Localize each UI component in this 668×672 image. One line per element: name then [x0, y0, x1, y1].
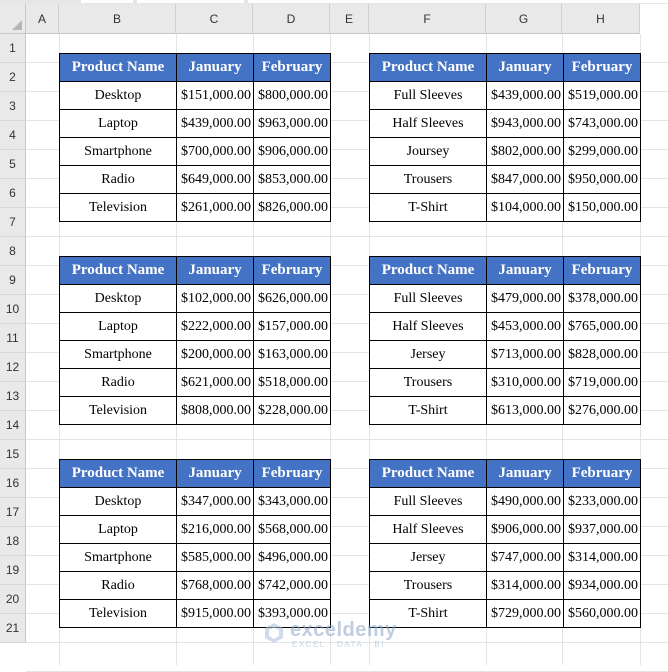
cell-february[interactable]: $150,000.00: [564, 194, 641, 222]
cell-february[interactable]: $568,000.00: [254, 516, 331, 544]
header-january[interactable]: January: [487, 54, 564, 82]
row-header-10[interactable]: 10: [0, 295, 26, 324]
table-row: [60, 544, 331, 572]
cell-product-name[interactable]: Trousers: [370, 166, 487, 194]
table-row: [60, 369, 331, 397]
table-row: [370, 341, 641, 369]
header-product-name[interactable]: Product Name: [370, 54, 487, 82]
row-header-9[interactable]: 9: [0, 266, 26, 295]
column-header-e[interactable]: E: [330, 4, 369, 34]
cell-january[interactable]: $906,000.00: [487, 516, 564, 544]
row-header-19[interactable]: 19: [0, 556, 26, 585]
cell-february[interactable]: $233,000.00: [564, 488, 641, 516]
table-header-row: [370, 257, 641, 285]
row-header-11[interactable]: 11: [0, 324, 26, 353]
cell-january[interactable]: $847,000.00: [487, 166, 564, 194]
cell-product-name[interactable]: Full Sleeves: [370, 82, 487, 110]
cell-product-name[interactable]: Joursey: [370, 138, 487, 166]
select-all-triangle-icon: [12, 20, 22, 30]
cell-january[interactable]: $585,000.00: [177, 544, 254, 572]
header-february[interactable]: February: [254, 460, 331, 488]
cell-february[interactable]: $626,000.00: [254, 285, 331, 313]
cell-february[interactable]: $906,000.00: [254, 138, 331, 166]
table-row: [370, 544, 641, 572]
cell-january[interactable]: $768,000.00: [177, 572, 254, 600]
row-header-18[interactable]: 18: [0, 527, 26, 556]
cell-product-name[interactable]: Smartphone: [60, 544, 177, 572]
cell-february[interactable]: $719,000.00: [564, 369, 641, 397]
exceldemy-watermark: [262, 619, 412, 649]
table-row: [370, 194, 641, 222]
cell-january[interactable]: $943,000.00: [487, 110, 564, 138]
column-header-c[interactable]: C: [176, 4, 253, 34]
column-header-g[interactable]: G: [486, 4, 562, 34]
header-product-name[interactable]: Product Name: [60, 460, 177, 488]
cell-january[interactable]: $700,000.00: [177, 138, 254, 166]
table-row: [60, 397, 331, 425]
cell-january[interactable]: $151,000.00: [177, 82, 254, 110]
cell-january[interactable]: $621,000.00: [177, 369, 254, 397]
column-header-a[interactable]: A: [26, 4, 59, 34]
cell-february[interactable]: $228,000.00: [254, 397, 331, 425]
cell-product-name[interactable]: Smartphone: [60, 341, 177, 369]
cell-february[interactable]: $963,000.00: [254, 110, 331, 138]
cell-product-name[interactable]: T-Shirt: [370, 600, 487, 628]
cell-product-name[interactable]: Desktop: [60, 82, 177, 110]
cell-january[interactable]: $310,000.00: [487, 369, 564, 397]
product-table-1: [59, 53, 331, 222]
row-header-7[interactable]: 7: [0, 208, 26, 237]
cell-february[interactable]: $518,000.00: [254, 369, 331, 397]
cell-january[interactable]: $261,000.00: [177, 194, 254, 222]
header-february[interactable]: February: [254, 54, 331, 82]
grid-line-horizontal: [26, 439, 668, 440]
cell-february[interactable]: $393,000.00: [254, 600, 331, 628]
watermark-tagline: EXCEL · DATA · BI: [292, 640, 385, 649]
cell-february[interactable]: $496,000.00: [254, 544, 331, 572]
cell-january[interactable]: $649,000.00: [177, 166, 254, 194]
cell-product-name[interactable]: Desktop: [60, 488, 177, 516]
header-january[interactable]: January: [487, 460, 564, 488]
cell-january[interactable]: $439,000.00: [487, 82, 564, 110]
table-row: [60, 488, 331, 516]
cell-january[interactable]: $479,000.00: [487, 285, 564, 313]
header-january[interactable]: January: [177, 257, 254, 285]
cell-product-name[interactable]: Full Sleeves: [370, 285, 487, 313]
cell-january[interactable]: $613,000.00: [487, 397, 564, 425]
header-january[interactable]: January: [177, 54, 254, 82]
cell-january[interactable]: $808,000.00: [177, 397, 254, 425]
table-row: [370, 488, 641, 516]
header-february[interactable]: February: [254, 257, 331, 285]
table-row: [60, 285, 331, 313]
table-row: [370, 285, 641, 313]
table-header-row: [370, 460, 641, 488]
header-january[interactable]: January: [487, 257, 564, 285]
table-header-row: [60, 54, 331, 82]
table-header-row: [370, 54, 641, 82]
table-row: [370, 313, 641, 341]
row-header-15[interactable]: 15: [0, 440, 26, 469]
table-row: [60, 194, 331, 222]
cell-january[interactable]: $200,000.00: [177, 341, 254, 369]
row-header-3[interactable]: 3: [0, 92, 26, 121]
table-row: [60, 516, 331, 544]
cell-product-name[interactable]: Half Sleeves: [370, 516, 487, 544]
table-row: [60, 138, 331, 166]
grid-line-horizontal: [26, 236, 668, 237]
row-header-5[interactable]: 5: [0, 150, 26, 179]
table-row: [60, 82, 331, 110]
table-header-row: [60, 460, 331, 488]
cell-february[interactable]: $828,000.00: [564, 341, 641, 369]
table-header-row: [60, 257, 331, 285]
cell-january[interactable]: $729,000.00: [487, 600, 564, 628]
cell-january[interactable]: $439,000.00: [177, 110, 254, 138]
cell-january[interactable]: $102,000.00: [177, 285, 254, 313]
header-product-name[interactable]: Product Name: [370, 460, 487, 488]
table-row: [60, 313, 331, 341]
table-row: [370, 82, 641, 110]
cell-january[interactable]: $222,000.00: [177, 313, 254, 341]
cell-february[interactable]: $157,000.00: [254, 313, 331, 341]
table-row: [60, 110, 331, 138]
cell-february[interactable]: $743,000.00: [564, 110, 641, 138]
cell-january[interactable]: $713,000.00: [487, 341, 564, 369]
row-header-14[interactable]: 14: [0, 411, 26, 440]
product-table-5: [59, 459, 331, 628]
cell-product-name[interactable]: T-Shirt: [370, 194, 487, 222]
cell-product-name[interactable]: Jersey: [370, 544, 487, 572]
cell-product-name[interactable]: Half Sleeves: [370, 110, 487, 138]
row-header-13[interactable]: 13: [0, 382, 26, 411]
cell-product-name[interactable]: Trousers: [370, 369, 487, 397]
cell-product-name[interactable]: Radio: [60, 166, 177, 194]
header-february[interactable]: February: [564, 460, 641, 488]
cell-february[interactable]: $276,000.00: [564, 397, 641, 425]
cell-product-name[interactable]: Laptop: [60, 110, 177, 138]
row-header-21[interactable]: 21: [0, 614, 26, 643]
column-header-b[interactable]: B: [59, 4, 176, 34]
cell-february[interactable]: $950,000.00: [564, 166, 641, 194]
cell-product-name[interactable]: Television: [60, 397, 177, 425]
exceldemy-logo-icon: [262, 621, 286, 645]
header-product-name[interactable]: Product Name: [60, 54, 177, 82]
table-row: [370, 138, 641, 166]
table-row: [60, 166, 331, 194]
table-row: [370, 166, 641, 194]
column-header-d[interactable]: D: [253, 4, 330, 34]
row-header-4[interactable]: 4: [0, 121, 26, 150]
cell-february[interactable]: $343,000.00: [254, 488, 331, 516]
cell-january[interactable]: $802,000.00: [487, 138, 564, 166]
column-header-h[interactable]: H: [562, 4, 640, 34]
cell-product-name[interactable]: Desktop: [60, 285, 177, 313]
cell-product-name[interactable]: Laptop: [60, 516, 177, 544]
table-row: [370, 397, 641, 425]
cell-february[interactable]: $934,000.00: [564, 572, 641, 600]
cell-january[interactable]: $347,000.00: [177, 488, 254, 516]
cell-product-name[interactable]: Radio: [60, 369, 177, 397]
cell-product-name[interactable]: Television: [60, 600, 177, 628]
cell-february[interactable]: $853,000.00: [254, 166, 331, 194]
row-header-8[interactable]: 8: [0, 237, 26, 266]
cell-product-name[interactable]: Smartphone: [60, 138, 177, 166]
cell-february[interactable]: $765,000.00: [564, 313, 641, 341]
row-header-1[interactable]: 1: [0, 34, 26, 63]
product-table-3: [59, 256, 331, 425]
table-row: [60, 572, 331, 600]
header-february[interactable]: February: [564, 54, 641, 82]
cell-january[interactable]: $216,000.00: [177, 516, 254, 544]
cell-product-name[interactable]: T-Shirt: [370, 397, 487, 425]
watermark-brand: exceldemy: [290, 619, 397, 641]
row-header-16[interactable]: 16: [0, 469, 26, 498]
column-header-f[interactable]: F: [369, 4, 486, 34]
cell-product-name[interactable]: Full Sleeves: [370, 488, 487, 516]
table-row: [370, 516, 641, 544]
cell-february[interactable]: $163,000.00: [254, 341, 331, 369]
row-header-17[interactable]: 17: [0, 498, 26, 527]
product-table-4: [369, 256, 641, 425]
cell-january[interactable]: $747,000.00: [487, 544, 564, 572]
cell-february[interactable]: $742,000.00: [254, 572, 331, 600]
header-january[interactable]: January: [177, 460, 254, 488]
product-table-2: [369, 53, 641, 222]
formula-bar-strip: [248, 0, 668, 3]
select-all-button[interactable]: [0, 4, 26, 34]
header-product-name[interactable]: Product Name: [60, 257, 177, 285]
cell-product-name[interactable]: Radio: [60, 572, 177, 600]
cell-february[interactable]: $800,000.00: [254, 82, 331, 110]
header-february[interactable]: February: [564, 257, 641, 285]
cell-february[interactable]: $937,000.00: [564, 516, 641, 544]
cell-january[interactable]: $915,000.00: [177, 600, 254, 628]
table-row: [370, 572, 641, 600]
cell-january[interactable]: $490,000.00: [487, 488, 564, 516]
table-row: [370, 369, 641, 397]
cell-product-name[interactable]: Jersey: [370, 341, 487, 369]
product-table-6: [369, 459, 641, 628]
header-product-name[interactable]: Product Name: [370, 257, 487, 285]
cell-february[interactable]: $314,000.00: [564, 544, 641, 572]
cell-product-name[interactable]: Trousers: [370, 572, 487, 600]
row-header-20[interactable]: 20: [0, 585, 26, 614]
row-header-2[interactable]: 2: [0, 63, 26, 92]
cell-product-name[interactable]: Half Sleeves: [370, 313, 487, 341]
cell-february[interactable]: $826,000.00: [254, 194, 331, 222]
cell-product-name[interactable]: Television: [60, 194, 177, 222]
cell-february[interactable]: $378,000.00: [564, 285, 641, 313]
cell-february[interactable]: $299,000.00: [564, 138, 641, 166]
sheet-tab-strip: [137, 0, 244, 3]
row-header-6[interactable]: 6: [0, 179, 26, 208]
cell-january[interactable]: $453,000.00: [487, 313, 564, 341]
cell-february[interactable]: $560,000.00: [564, 600, 641, 628]
row-header-12[interactable]: 12: [0, 353, 26, 382]
sheet-tab-strip: [81, 0, 133, 3]
table-row: [370, 110, 641, 138]
cell-february[interactable]: $519,000.00: [564, 82, 641, 110]
table-row: [60, 341, 331, 369]
cell-product-name[interactable]: Laptop: [60, 313, 177, 341]
cell-january[interactable]: $314,000.00: [487, 572, 564, 600]
cell-january[interactable]: $104,000.00: [487, 194, 564, 222]
